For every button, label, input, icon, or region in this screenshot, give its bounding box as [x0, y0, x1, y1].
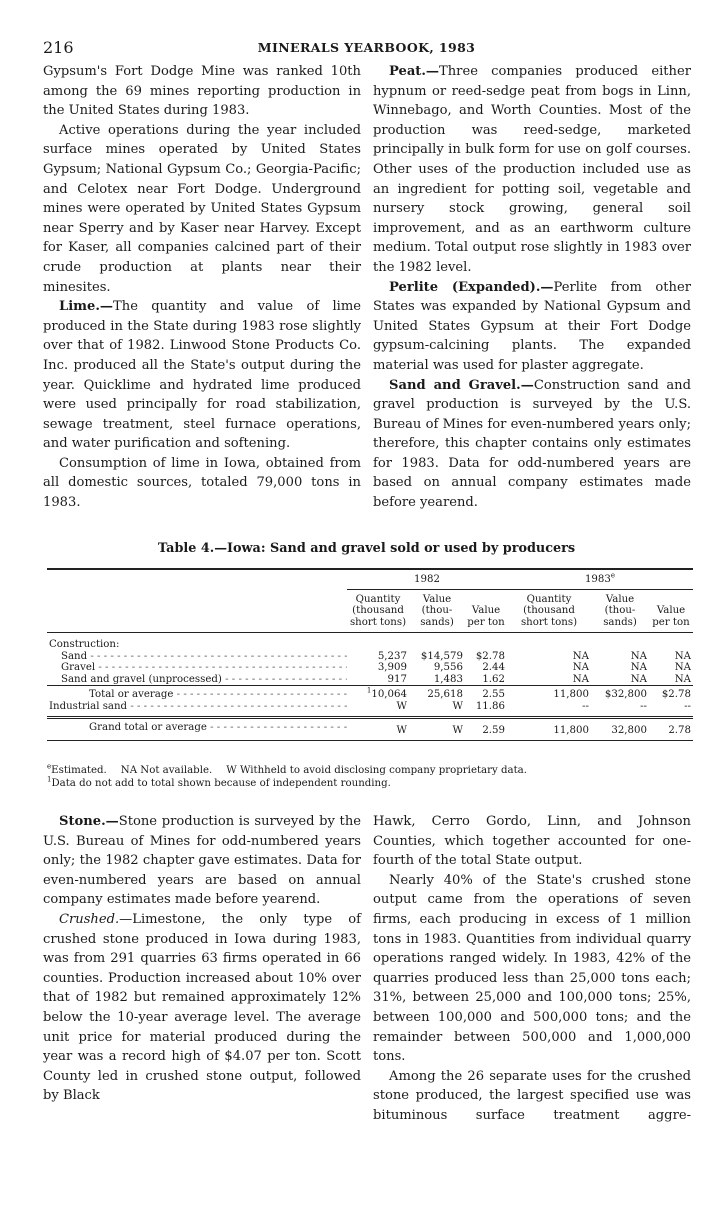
table-row: Gravel ‐ ‐ ‐ ‐ ‐ ‐ ‐ ‐ ‐ ‐ ‐ ‐ ‐ ‐ ‐ ‐ ‐ ‐ ‐ ‐ ‐ ‐ ‐ ‐ ‐ ‐ ‐ ‐ ‐ ‐ ‐ ‐ ‐ ‐ ‐ ‐ ‐ ‐ ‐ ‐ 3,909 9,556 2.44 NA NA NA	[47, 662, 693, 674]
paragraph: Nearly 40% of the State's crushed stone output came from the operations of seven firms, each producing in excess of 1 million tons in 1983. Quantities from individual quarry operations ranged widely. In 1983, 42% of the quarries produced less than 25,000 tons each; 31%, between 25,000 and 100,000 tons; 25%, between 100,000 and 500,000 tons; and the remainder between 500,000 and 1,000,000 tons.	[373, 872, 691, 1065]
run-in-heading: Perlite (Expanded).—	[389, 279, 554, 295]
table-footnotes	[47, 764, 687, 790]
sand-gravel-table	[47, 568, 693, 741]
col-header: Value per ton	[465, 589, 507, 633]
run-in-heading: Stone.—	[59, 814, 119, 829]
top-right-column	[373, 62, 691, 513]
paragraph: Hawk, Cerro Gordo, Linn, and Johnson Counties, which together accounted for one-fourth of the total State output.	[373, 814, 691, 869]
paragraph: Active operations during the year included surface mines operated by United States Gypsum; National Gypsum Co.; Georgia-Pacific; and Celotex near Fort Dodge. Underground mines were operated by United States Gypsum near Sperry and by Kaser near Harvey. Except for Kaser, all companies calcined part of their crude production at plants near their minesites.	[43, 122, 361, 295]
page-number: 216	[43, 38, 74, 57]
col-header: Value per ton	[649, 589, 693, 633]
bottom-right-column	[373, 812, 691, 1126]
year-1982: 1982	[347, 574, 507, 589]
footnote-1: $^1$Data do not add to total shown because of independent rounding.	[47, 775, 391, 789]
col-header: Quantity (thousand short tons)	[347, 589, 409, 633]
table-row-total: Total or average ‐ ‐ ‐ ‐ ‐ ‐ ‐ ‐ ‐ ‐ ‐ ‐ ‐ ‐ ‐ ‐ ‐ ‐ ‐ ‐ ‐ ‐ ‐ ‐ ‐ ‐ ‐ ‐ ‐ ‐ ‐ ‐ ‐ ‐ ‐ ‐ ‐ ‐ ‐ ‐ $^1$10,064 25,618 2.55 11,800 $32,800 $2.78	[47, 689, 693, 701]
table-row-grand-total: Grand total or average ‐ ‐ ‐ ‐ ‐ ‐ ‐ ‐ ‐ ‐ ‐ ‐ ‐ ‐ ‐ ‐ ‐ ‐ ‐ ‐ ‐ ‐ ‐ ‐ ‐ ‐ ‐ ‐ ‐ ‐ ‐ ‐ ‐ ‐ ‐ ‐ ‐ ‐ ‐ ‐ W W 2.59 11,800 32,800 2.78	[47, 722, 693, 740]
paragraph-peat: Peat.—Three companies produced either hypnum or reed-sedge peat from bogs in Linn, Winnebago, and Worth Counties. Most of the production was reed-sedge, marketed principally in bulk form for use on golf courses. Other uses of the production included use as an ingredient for potting soil, vegetable and nursery stock growing, general soil improvement, and as an earthworm culture medium. Total output rose slightly in 1983 over the 1982 level.	[373, 64, 691, 275]
col-header: Value (thou- sands)	[409, 589, 465, 633]
top-left-column	[43, 62, 361, 513]
paragraph-crushed: Crushed.—Limestone, the only type of crushed stone produced in Iowa during 1983, was from 291 quarries 63 firms operated in 66 counties. Production increased about 10% over that of 1982 but remained approximately 12% below the 10-year average level. The average unit price for material produced during the year was a record high of $4.07 per ton. Scott County led in crushed stone output, followed by Black	[43, 911, 361, 1104]
paragraph: Gypsum's Fort Dodge Mine was ranked 10th among the 69 mines reporting production in the United States during 1983.	[43, 64, 361, 119]
paragraph-lime: Lime.—The quantity and value of lime produced in the State during 1983 rose slightly over that of 1982. Linwood Stone Products Co. Inc. produced all the State's output during the year. Quicklime and hydrated lime produced were used principally for road stabilization, sewage treatment, steel furnace operations, and water purification and softening.	[43, 299, 361, 452]
column-headers	[47, 589, 693, 633]
paragraph: Among the 26 separate uses for the crushed stone produced, the largest specified use was bituminous surface treatment aggre-	[373, 1068, 691, 1123]
paragraph-perlite: Perlite (Expanded).—Perlite from other States was expanded by National Gypsum and United States Gypsum at their Fort Dodge gypsum-calcining plants. The expanded material was used for plaster aggregate.	[373, 279, 691, 373]
run-in-heading: Peat.—	[389, 64, 440, 79]
paragraph-sand-gravel: Sand and Gravel.—Construction sand and gravel production is surveyed by the U.S. Bureau of Mines for even-numbered years only; therefore, this chapter contains only estimates for 1983. Data for odd-numbered years are based on annual company estimates made before yearend.	[373, 377, 691, 511]
page-header	[43, 38, 690, 58]
paragraph-stone: Stone.—Stone production is surveyed by the U.S. Bureau of Mines for odd-numbered years only; the 1982 chapter gave estimates. Data for even-numbered years are based on annual company estimates made before yearend.	[43, 814, 361, 908]
run-in-heading: Crushed.—	[59, 911, 133, 927]
run-in-heading: Sand and Gravel.—	[389, 377, 534, 393]
table-row: Sand and gravel (unprocessed) ‐ ‐ ‐ ‐ ‐ ‐ ‐ ‐ ‐ ‐ ‐ ‐ ‐ ‐ ‐ ‐ ‐ ‐ ‐ ‐ ‐ ‐ ‐ ‐ ‐ ‐ ‐ ‐ ‐ ‐ ‐ ‐ ‐ ‐ ‐ ‐ ‐ ‐ ‐ ‐ 917 1,483 1.62 NA NA NA	[47, 674, 693, 686]
year-1983: 1983e	[507, 574, 693, 589]
running-title: MINERALS YEARBOOK, 1983	[257, 40, 476, 55]
table-row: Sand ‐ ‐ ‐ ‐ ‐ ‐ ‐ ‐ ‐ ‐ ‐ ‐ ‐ ‐ ‐ ‐ ‐ ‐ ‐ ‐ ‐ ‐ ‐ ‐ ‐ ‐ ‐ ‐ ‐ ‐ ‐ ‐ ‐ ‐ ‐ ‐ ‐ ‐ ‐ ‐ 5,237 $14,579 $2.78 NA NA NA	[47, 651, 693, 663]
run-in-heading: Lime.—	[59, 299, 114, 315]
paragraph: Consumption of lime in Iowa, obtained from all domestic sources, totaled 79,000 tons in 1983.	[43, 455, 361, 511]
col-header: Quantity (thousand short tons)	[507, 589, 591, 633]
col-header: Value (thou- sands)	[591, 589, 649, 633]
table-row: Industrial sand ‐ ‐ ‐ ‐ ‐ ‐ ‐ ‐ ‐ ‐ ‐ ‐ ‐ ‐ ‐ ‐ ‐ ‐ ‐ ‐ ‐ ‐ ‐ ‐ ‐ ‐ ‐ ‐ ‐ ‐ ‐ ‐ ‐ ‐ ‐ ‐ ‐ ‐ ‐ ‐ W W 11.86 -- -- --	[47, 701, 693, 713]
bottom-left-column	[43, 812, 361, 1106]
table-title: Table 4.—Iowa: Sand and gravel sold or used by producers	[157, 541, 576, 556]
footnote-legend: $^e$Estimated. NA Not available. W Withheld to avoid disclosing company proprietary data.	[47, 762, 527, 776]
section-label: Construction:	[49, 639, 120, 650]
